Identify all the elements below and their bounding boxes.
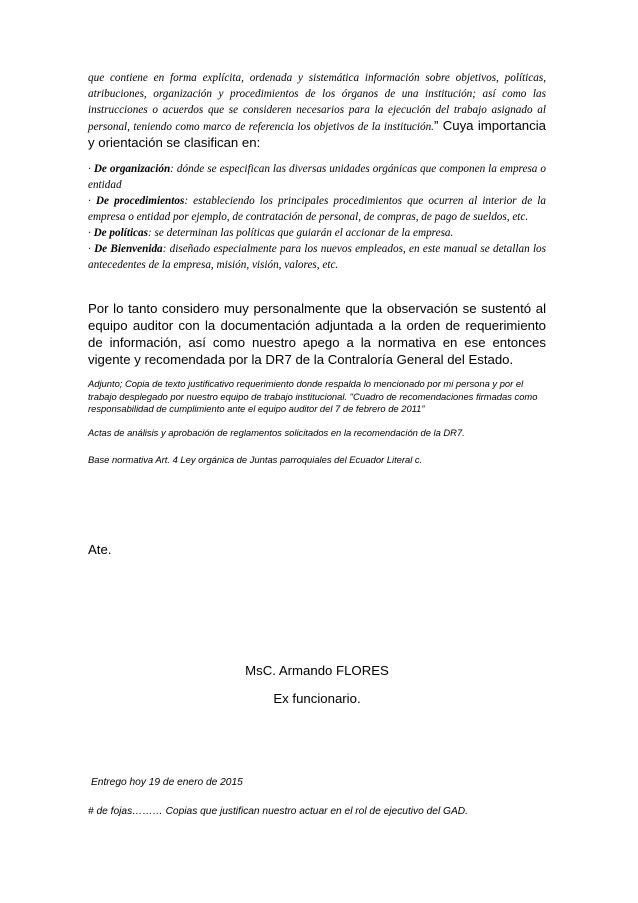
classification-text: : se determinan las políticas que guiarán el accionar de la empresa. bbox=[147, 227, 454, 239]
delivery-date: Entrego hoy 19 de enero de 2015 bbox=[91, 777, 243, 788]
classification-text: : dónde se especifican las diversas unidades orgánicas que componen la empresa o entidad bbox=[88, 163, 546, 191]
list-bullet: · bbox=[88, 195, 96, 207]
intro-tail-text: Cuya importancia y orientación se clasifican en: bbox=[88, 118, 546, 150]
intro-closing-quote: ” bbox=[433, 118, 439, 133]
list-bullet: · bbox=[88, 243, 95, 255]
classification-item-bienvenida bbox=[88, 241, 546, 273]
classification-text: : estableciendo los principales procedimientos que ocurren al interior de la empresa o entidad por ejemplo, de contratación de personal, de compras, de pago de sueldos, etc. bbox=[88, 195, 547, 223]
list-bullet: · bbox=[88, 227, 94, 239]
classification-item-procedimientos bbox=[88, 193, 546, 225]
closing-salutation: Ate. bbox=[88, 542, 112, 557]
main-paragraph: Por lo tanto considero muy personalmente que la observación se sustentó al equipo auditor con la documentación adjuntada a la orden de requerimiento de información, así como nuestro apego a la normativa en ese entonces vigente y recomendada por la DR7 de la Contraloría General del Estado. bbox=[88, 301, 546, 367]
classification-term: De organización bbox=[93, 163, 171, 175]
classification-text: : diseñado especialmente para los nuevos empleados, en este manual se detallan los antecedentes de la empresa, misión, visión, valores, etc. bbox=[88, 243, 547, 271]
list-bullet: · bbox=[88, 163, 94, 175]
classification-list bbox=[88, 161, 546, 273]
classification-term: De procedimientos bbox=[95, 195, 185, 207]
intro-paragraph bbox=[88, 70, 546, 152]
classification-item-politicas bbox=[88, 225, 546, 241]
intro-italic-text: que contiene en forma explícita, ordenada y sistemática información sobre objetivos, políticas, atribuciones, organización y procedimientos de los órganos de una institución; así como las instrucciones o acuerdos que se consideren necesarios para la ejecución del trabajo asignado al personal, teniendo como marco de referencia los objetivos de la institución. bbox=[88, 72, 546, 133]
fojas-note: # de fojas……… Copias que justifican nuestro actuar en el rol de ejecutivo del GAD. bbox=[88, 806, 468, 817]
signature-name: MsC. Armando FLORES bbox=[245, 663, 389, 678]
classification-term: De políticas bbox=[93, 227, 148, 239]
attachment-adjunto: Adjunto; Copia de texto justificativo requerimiento donde respalda lo mencionado por mi persona y por el trabajo desplegado por nuestro equipo de trabajo institucional. "Cuadro de recomendaciones firmadas como responsabilidad de cumplimiento ante el equipo auditor del 7 de febrero de 2011” bbox=[88, 378, 538, 414]
attachment-actas: Actas de análisis y aprobación de reglamentos solicitados en la recomendación de la DR7. bbox=[88, 427, 465, 438]
classification-term: De Bienvenida bbox=[94, 243, 163, 255]
classification-item-organizacion bbox=[88, 161, 546, 193]
signature-role: Ex funcionario. bbox=[273, 691, 361, 706]
attachment-base-normativa: Base normativa Art. 4 Ley orgánica de Juntas parroquiales del Ecuador Literal c. bbox=[88, 454, 423, 465]
